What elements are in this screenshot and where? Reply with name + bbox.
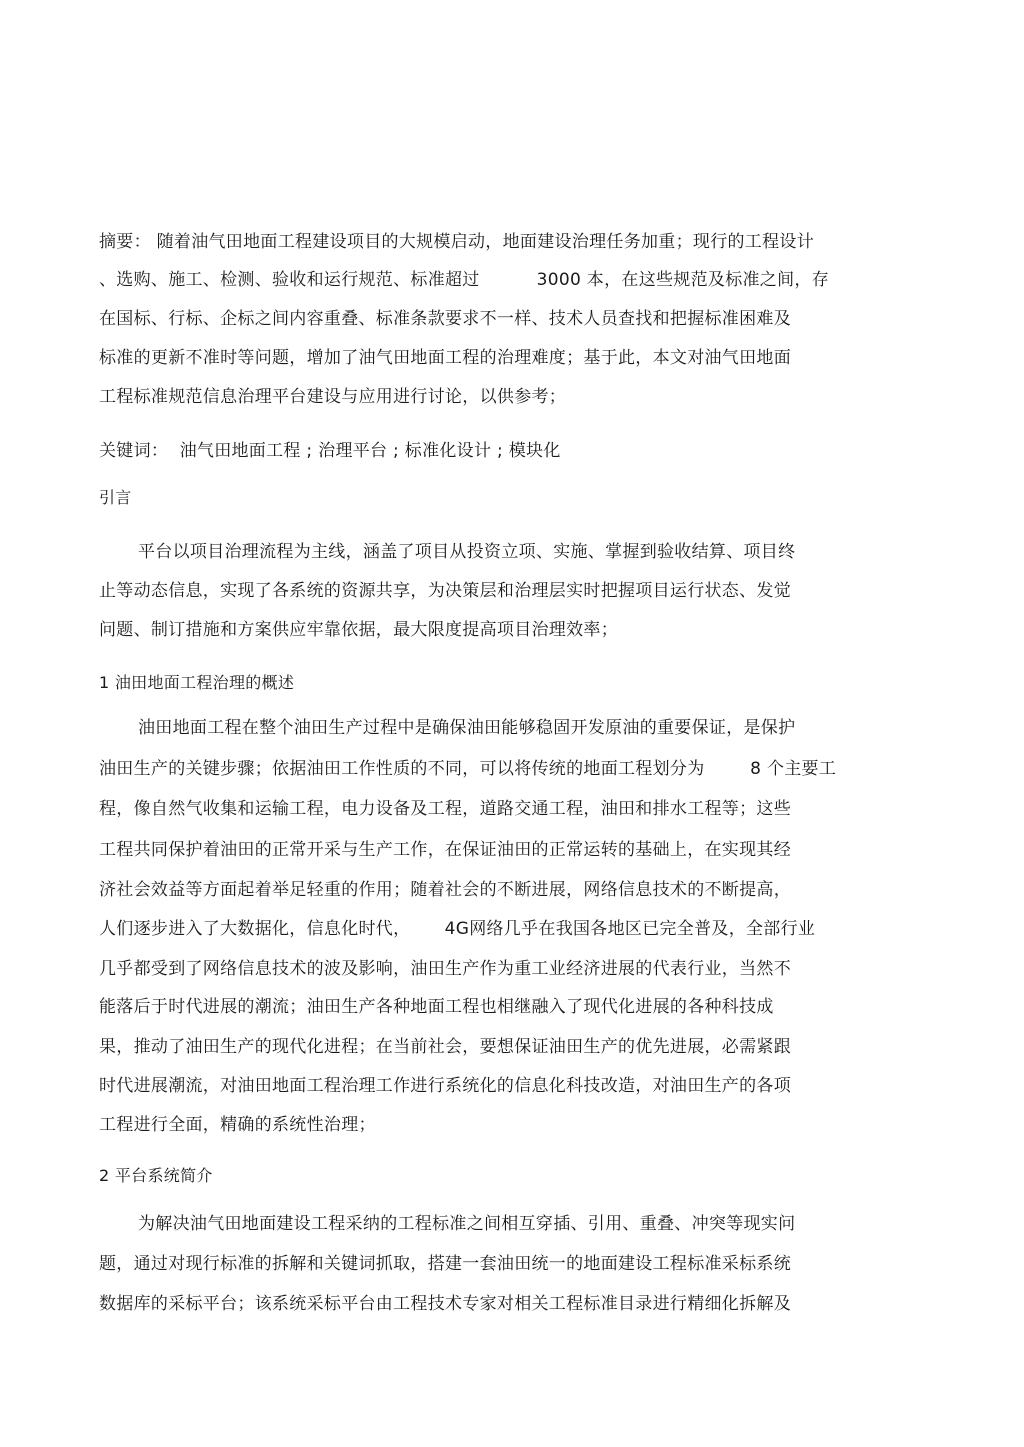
section2-line-3: 数据库的采标平台；该系统采标平台由工程技术专家对相关工程标准目录进行精细化拆解及 bbox=[99, 1294, 791, 1314]
keywords-line bbox=[99, 441, 561, 461]
section1-line-10: 时代进展潮流，对油田地面工程治理工作进行系统化的信息化科技改造，对油田生产的各项 bbox=[99, 1076, 791, 1096]
section1-line-5: 济社会效益等方面起着举足轻重的作用；随着社会的不断进展，网络信息技术的不断提高， bbox=[99, 880, 791, 900]
keywords-label: 关键词： bbox=[99, 441, 169, 461]
section2-line-2: 题，通过对现行标准的拆解和关键词抓取，搭建一套油田统一的地面建设工程标准采标系统 bbox=[99, 1254, 791, 1274]
section1-line-7: 几乎都受到了网络信息技术的波及影响，油田生产作为重工业经济进展的代表行业，当然不 bbox=[99, 959, 791, 979]
section1-line-2: 油田生产的关键步骤；依据油田工作性质的不同，可以将传统的地面工程划分为 8 个主要工 bbox=[99, 759, 837, 779]
abstract-line-3: 在国标、行标、企标之间内容重叠、标准条款要求不一样、技术人员查找和把握标准困难及 bbox=[99, 309, 791, 329]
section1-line-4: 工程共同保护着油田的正常开采与生产工作，在保证油田的正常运转的基础上，在实现其经 bbox=[99, 840, 791, 860]
section1-line-8: 能落后于时代进展的潮流；油田生产各种地面工程也相继融入了现代化进展的各种科技成 bbox=[99, 997, 774, 1017]
abstract-line-1: 摘要： 随着油气田地面工程建设项目的大规模启动，地面建设治理任务加重；现行的工程设计 bbox=[99, 232, 815, 252]
abstract-line-4: 标准的更新不准时等问题，增加了油气田地面工程的治理难度；基于此，本文对油气田地面 bbox=[99, 348, 791, 368]
section1-line-9: 果，推动了油田生产的现代化进程；在当前社会，要想保证油田生产的优先进展，必需紧跟 bbox=[99, 1037, 791, 1057]
abstract-line-2: 、选购、施工、检测、验收和运行规范、标准超过 3000 本，在这些规范及标准之间，存 bbox=[99, 270, 830, 290]
section2-heading: 2 平台系统简介 bbox=[99, 1166, 213, 1185]
intro-line-3: 问题、制订措施和方案供应牢靠依据，最大限度提高项目治理效率； bbox=[99, 620, 618, 640]
intro-heading: 引言 bbox=[99, 488, 132, 507]
section1-line-11: 工程进行全面，精确的系统性治理； bbox=[99, 1115, 376, 1135]
keywords-text: 油气田地面工程 ; 治理平台 ; 标准化设计 ; 模块化 bbox=[168, 441, 561, 461]
section1-heading: 1 油田地面工程治理的概述 bbox=[99, 673, 295, 692]
section2-line-1: 为解决油气田地面建设工程采纳的工程标准之间相互穿插、引用、重叠、冲突等现实问 bbox=[138, 1214, 796, 1234]
abstract-line-5: 工程标准规范信息治理平台建设与应用进行讨论，以供参考； bbox=[99, 387, 567, 407]
intro-line-2: 止等动态信息，实现了各系统的资源共享，为决策层和治理层实时把握项目运行状态、发觉 bbox=[99, 581, 791, 601]
section1-line-1: 油田地面工程在整个油田生产过程中是确保油田能够稳固开发原油的重要保证，是保护 bbox=[138, 718, 796, 738]
abstract-label: 摘要： bbox=[99, 232, 151, 252]
intro-line-1: 平台以项目治理流程为主线，涵盖了项目从投资立项、实施、掌握到验收结算、项目终 bbox=[138, 542, 796, 562]
section1-line-3: 程，像自然气收集和运输工程，电力设备及工程，道路交通工程，油田和排水工程等；这些 bbox=[99, 799, 791, 819]
section1-line-6: 人们逐步进入了大数据化，信息化时代， 4G网络几乎在我国各地区已完全普及，全部行业 bbox=[99, 919, 816, 939]
